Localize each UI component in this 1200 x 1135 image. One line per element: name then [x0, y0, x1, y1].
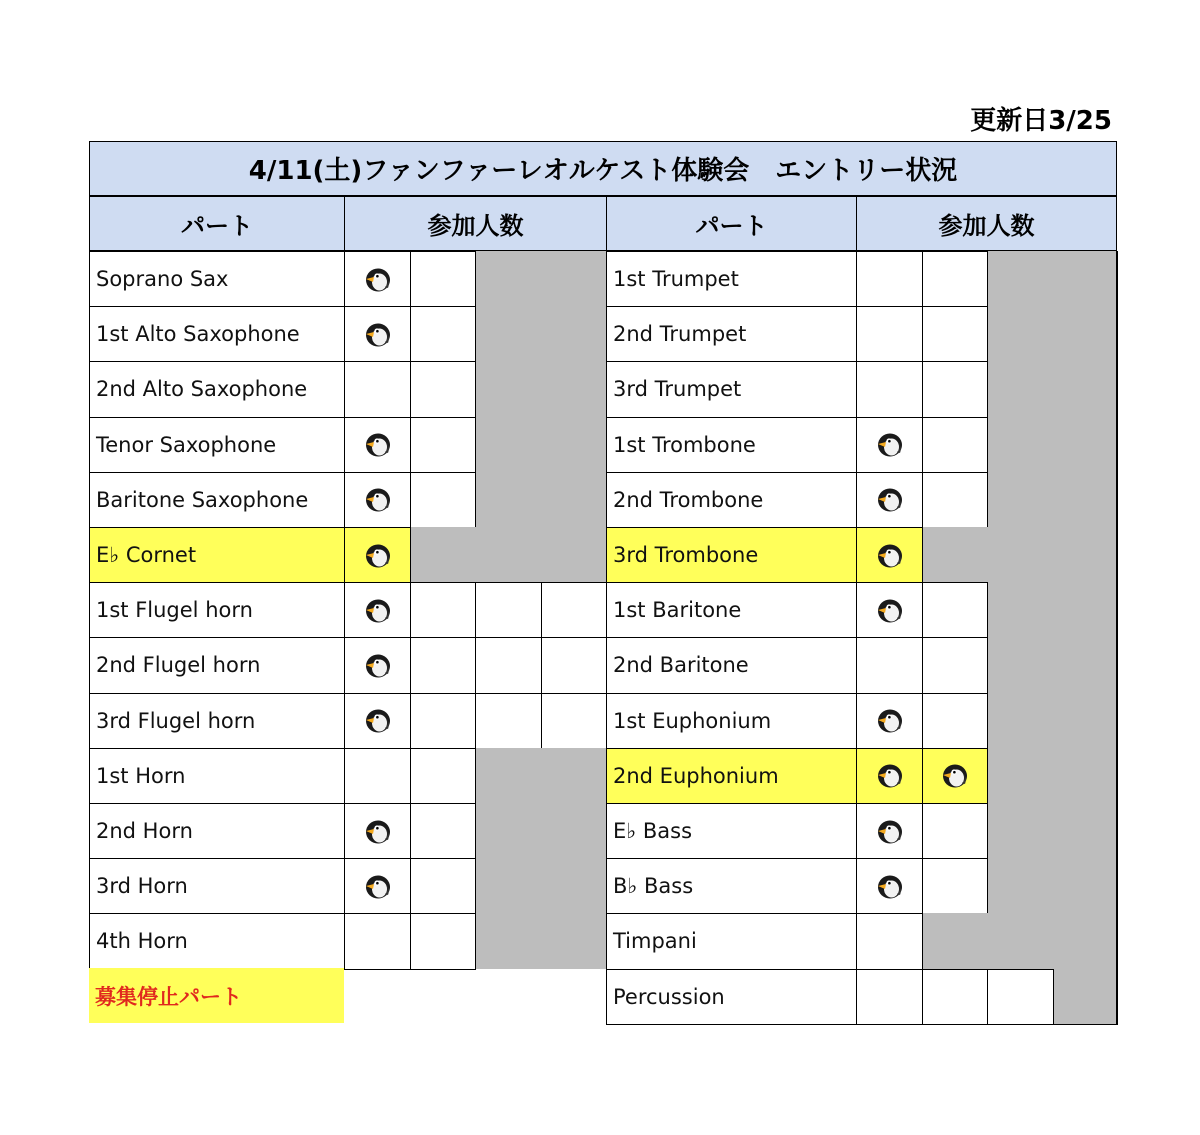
unavailable-area [987, 361, 1118, 417]
participant-slot [410, 637, 477, 693]
part-name: Baritone Saxophone [89, 472, 345, 528]
part-name: 3rd Horn [89, 858, 345, 914]
participant-slot [856, 251, 923, 307]
participant-slot [856, 582, 923, 638]
part-name: 2nd Horn [89, 803, 345, 859]
part-name: Tenor Saxophone [89, 417, 345, 473]
participant-slot [344, 858, 411, 914]
part-name: E♭ Cornet [89, 527, 345, 583]
participant-slot [344, 637, 411, 693]
participant-slot [475, 693, 542, 749]
part-name: 2nd Euphonium [606, 748, 857, 804]
unavailable-area [922, 913, 1119, 969]
unavailable-area [475, 306, 606, 362]
part-name: 2nd Trombone [606, 472, 857, 528]
participant-slot [475, 637, 542, 693]
part-name: 1st Trombone [606, 417, 857, 473]
page-title: 4/11(土)ファンファーレオルケスト体験会 エントリー状況 [89, 141, 1117, 196]
participant-slot [922, 693, 989, 749]
unavailable-area [475, 748, 606, 804]
penguin-icon [875, 763, 905, 789]
part-name: Percussion [606, 969, 857, 1025]
penguin-icon [875, 708, 905, 734]
unavailable-area [987, 637, 1118, 693]
penguin-icon [875, 598, 905, 624]
part-name: 3rd Trombone [606, 527, 857, 583]
penguin-icon [363, 598, 393, 624]
table-right-bottom [1052, 1024, 1118, 1026]
participant-slot [541, 693, 608, 749]
participant-slot [856, 472, 923, 528]
participant-slot [344, 582, 411, 638]
penguin-icon [363, 653, 393, 679]
penguin-icon [363, 708, 393, 734]
unavailable-area [987, 417, 1118, 473]
participant-slot [922, 582, 989, 638]
penguin-icon [363, 432, 393, 458]
participant-slot [344, 748, 411, 804]
part-name: B♭ Bass [606, 858, 857, 914]
header-count-right: 参加人数 [856, 196, 1117, 251]
participant-slot [410, 582, 477, 638]
part-name: 1st Alto Saxophone [89, 306, 345, 362]
penguin-icon [363, 267, 393, 293]
participant-slot [410, 748, 477, 804]
unavailable-area [987, 858, 1118, 914]
part-name: 2nd Trumpet [606, 306, 857, 362]
unavailable-area [987, 306, 1118, 362]
penguin-icon [940, 763, 970, 789]
participant-slot [344, 361, 411, 417]
participant-slot [922, 969, 989, 1025]
participant-slot [410, 803, 477, 859]
participant-slot [410, 251, 477, 307]
participant-slot [410, 361, 477, 417]
penguin-icon [875, 819, 905, 845]
penguin-icon [875, 487, 905, 513]
participant-slot [344, 913, 411, 969]
participant-slot [410, 913, 477, 969]
header-part-left: パート [89, 196, 345, 251]
unavailable-area [475, 803, 606, 859]
part-name: 1st Euphonium [606, 693, 857, 749]
participant-slot [856, 417, 923, 473]
participant-slot [475, 582, 542, 638]
participant-slot [344, 472, 411, 528]
participant-slot [987, 969, 1054, 1025]
penguin-icon [363, 874, 393, 900]
participant-slot [410, 306, 477, 362]
participant-slot [922, 306, 989, 362]
part-name: 3rd Trumpet [606, 361, 857, 417]
part-name: 4th Horn [89, 913, 345, 969]
unavailable-area [475, 913, 606, 969]
unavailable-area [1053, 969, 1119, 1025]
unavailable-area [987, 472, 1118, 528]
part-name: 2nd Baritone [606, 637, 857, 693]
legend-closed-parts: 募集停止パート [89, 968, 344, 1023]
part-name: 2nd Flugel horn [89, 637, 345, 693]
unavailable-area [475, 858, 606, 914]
part-name: Soprano Sax [89, 251, 345, 307]
participant-slot [856, 858, 923, 914]
participant-slot [922, 803, 989, 859]
participant-slot [856, 913, 923, 969]
table-right-edge [1116, 251, 1118, 1025]
participant-slot [856, 748, 923, 804]
unavailable-area [987, 693, 1118, 749]
participant-slot [344, 417, 411, 473]
participant-slot [410, 472, 477, 528]
part-name: 1st Baritone [606, 582, 857, 638]
penguin-icon [363, 322, 393, 348]
participant-slot [541, 637, 608, 693]
participant-slot [856, 637, 923, 693]
participant-slot [344, 306, 411, 362]
unavailable-area [410, 527, 607, 583]
participant-slot [410, 858, 477, 914]
participant-slot [922, 637, 989, 693]
penguin-icon [363, 487, 393, 513]
participant-slot [410, 693, 477, 749]
participant-slot [410, 417, 477, 473]
participant-slot [344, 803, 411, 859]
part-name: 3rd Flugel horn [89, 693, 345, 749]
unavailable-area [475, 251, 606, 307]
participant-slot [922, 472, 989, 528]
participant-slot [541, 582, 608, 638]
updated-date: 更新日3/25 [970, 106, 1112, 136]
header-count-left: 参加人数 [344, 196, 607, 251]
unavailable-area [475, 417, 606, 473]
part-name: 2nd Alto Saxophone [89, 361, 345, 417]
part-name: E♭ Bass [606, 803, 857, 859]
penguin-icon [363, 543, 393, 569]
participant-slot [922, 361, 989, 417]
unavailable-area [475, 472, 606, 528]
participant-slot [922, 251, 989, 307]
part-name: Timpani [606, 913, 857, 969]
participant-slot [856, 306, 923, 362]
unavailable-area [987, 582, 1118, 638]
unavailable-area [987, 803, 1118, 859]
header-part-right: パート [606, 196, 857, 251]
participant-slot [344, 527, 411, 583]
participant-slot [344, 251, 411, 307]
participant-slot [922, 417, 989, 473]
participant-slot [856, 969, 923, 1025]
participant-slot [922, 858, 989, 914]
unavailable-area [922, 527, 1119, 583]
participant-slot [856, 527, 923, 583]
participant-slot [856, 803, 923, 859]
participant-slot [856, 693, 923, 749]
penguin-icon [875, 874, 905, 900]
penguin-icon [875, 543, 905, 569]
participant-slot [344, 693, 411, 749]
unavailable-area [987, 251, 1118, 307]
penguin-icon [875, 432, 905, 458]
participant-slot [856, 361, 923, 417]
participant-slot [922, 748, 989, 804]
penguin-icon [363, 819, 393, 845]
unavailable-area [987, 748, 1118, 804]
part-name: 1st Trumpet [606, 251, 857, 307]
part-name: 1st Horn [89, 748, 345, 804]
unavailable-area [475, 361, 606, 417]
part-name: 1st Flugel horn [89, 582, 345, 638]
